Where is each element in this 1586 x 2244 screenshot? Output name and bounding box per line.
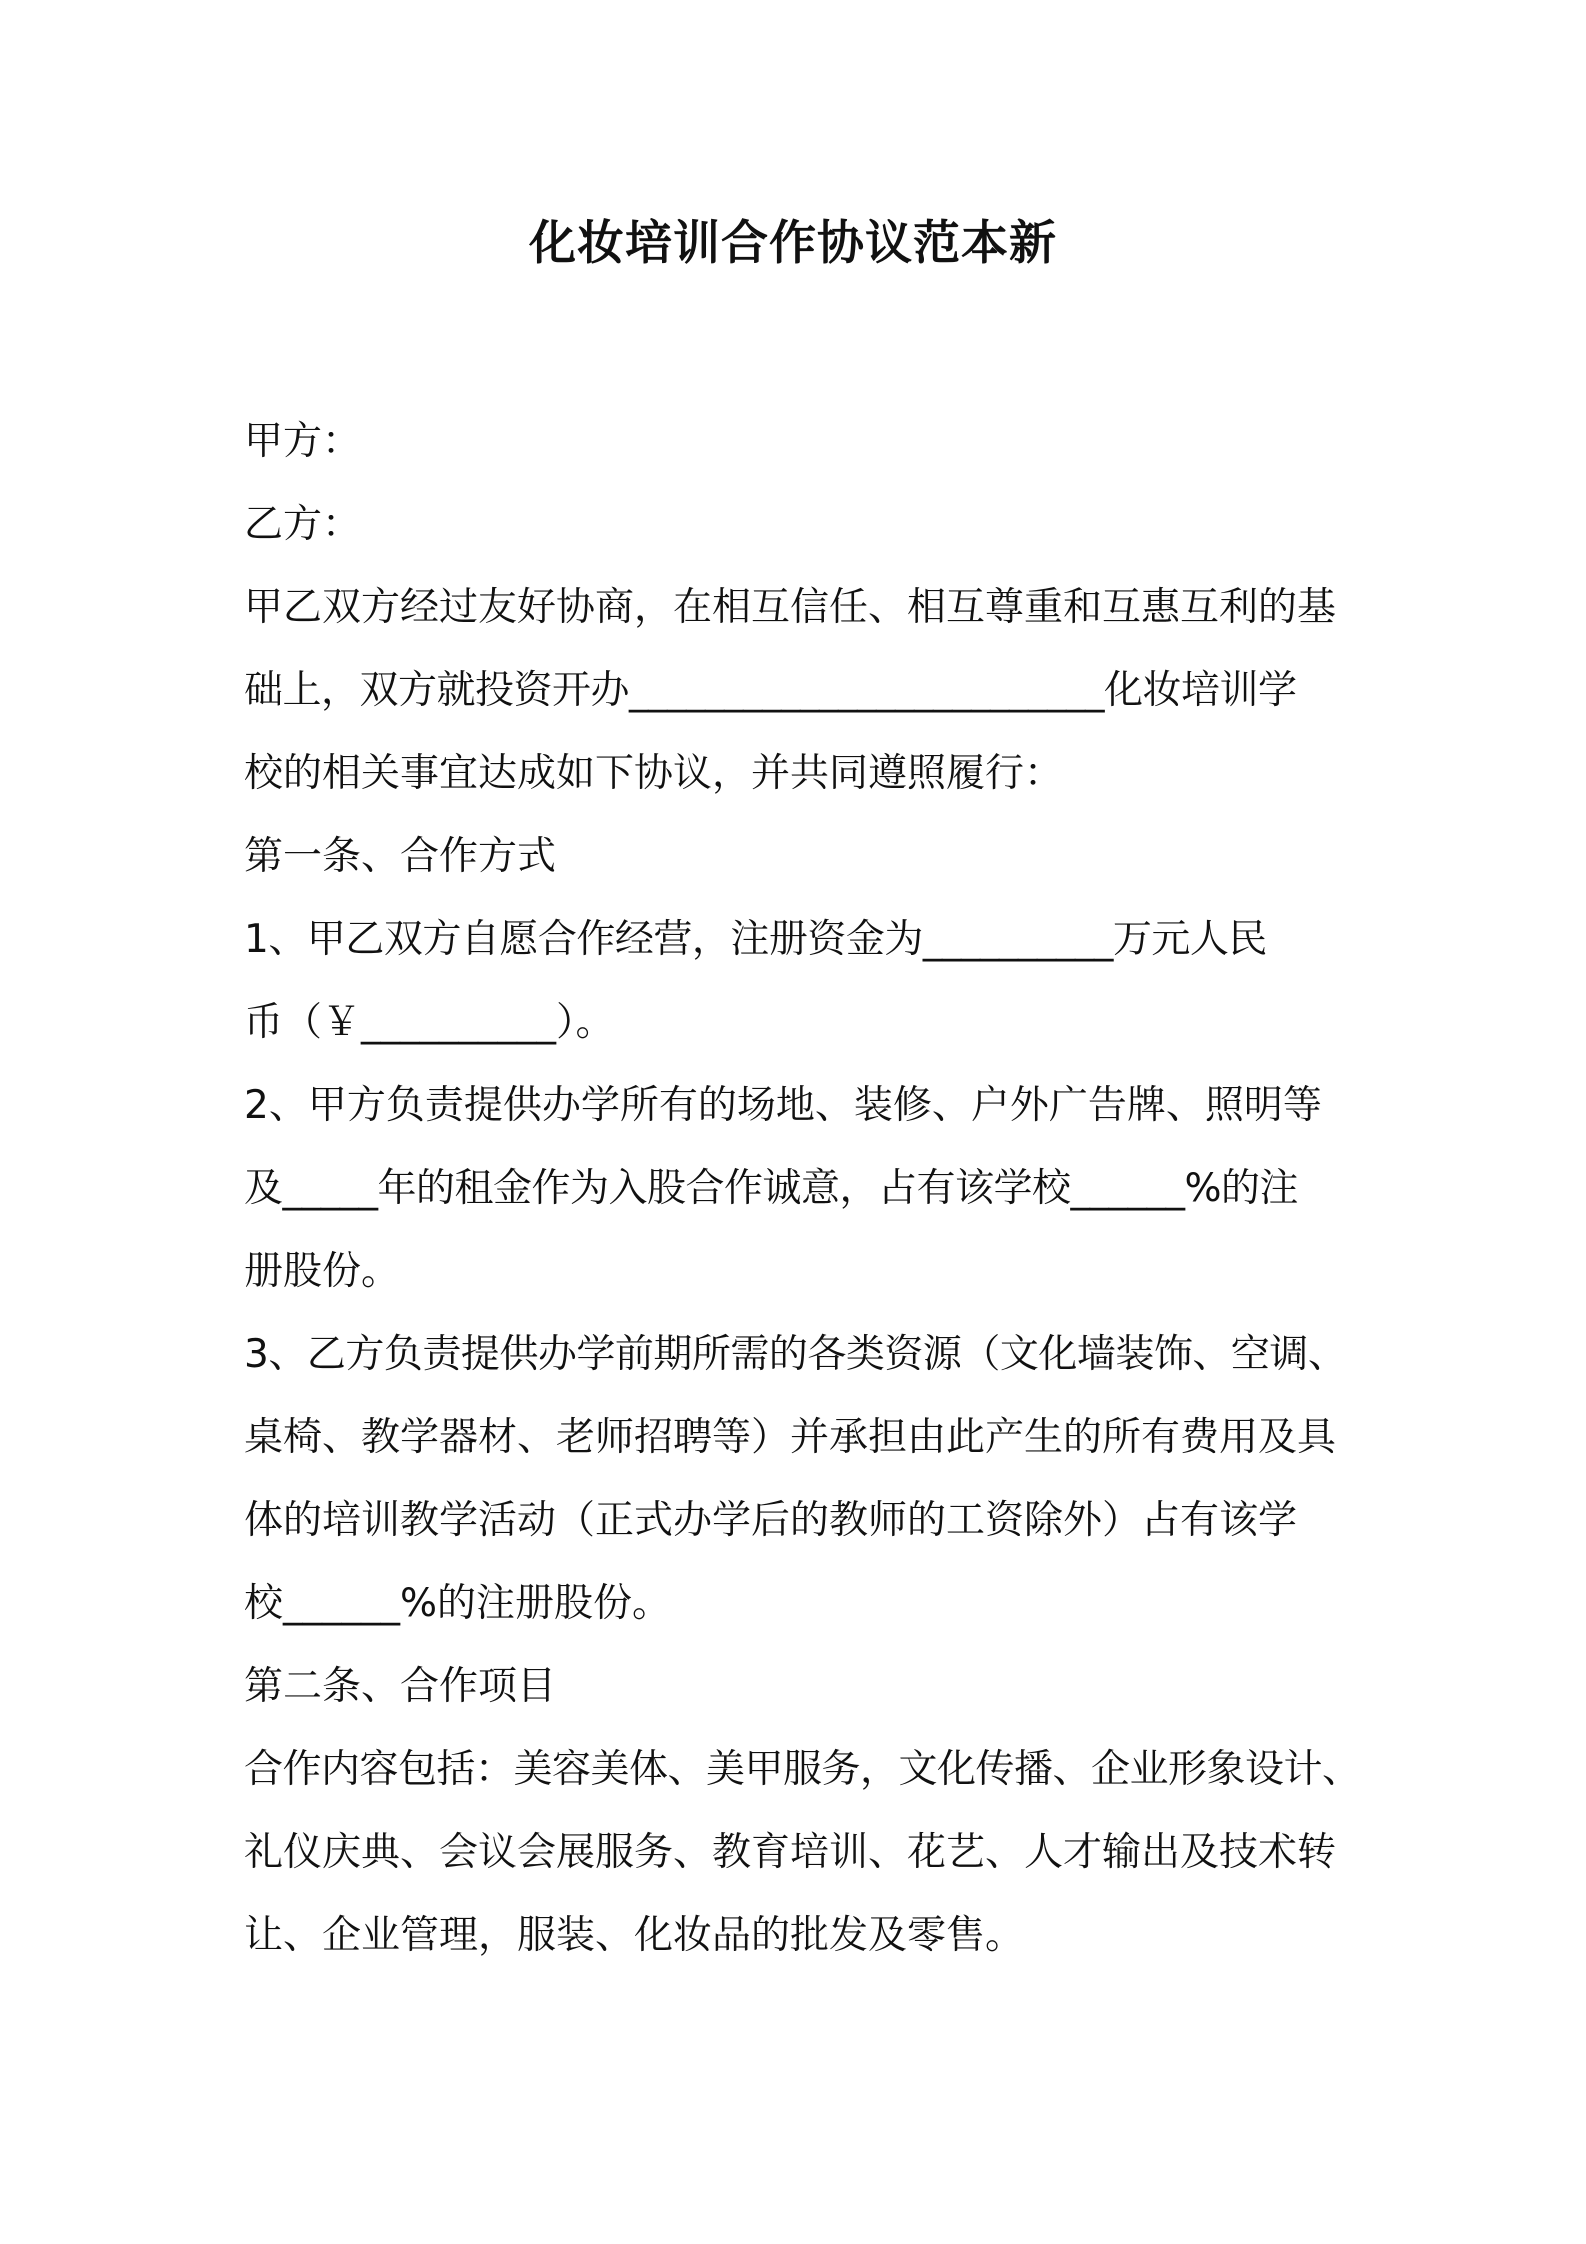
document-title: 化妆培训合作协议范本新 bbox=[529, 216, 1057, 271]
clause-line: 体的培训教学活动（正式办学后的教师的工资除外）占有该学 bbox=[244, 1498, 1298, 1543]
clause-line: 校______%的注册股份。 bbox=[244, 1581, 672, 1626]
clause-line: 桌椅、教学器材、老师招聘等）并承担由此产生的所有费用及具 bbox=[244, 1415, 1337, 1460]
clause-line: 册股份。 bbox=[244, 1249, 401, 1294]
clause-line: 2、甲方负责提供办学所有的场地、装修、户外广告牌、照明等 bbox=[244, 1083, 1322, 1128]
clause-line: 3、乙方负责提供办学前期所需的各类资源（文化墙装饰、空调、 bbox=[244, 1332, 1347, 1377]
clause-line: 及_____年的租金作为入股合作诚意，占有该学校______%的注 bbox=[244, 1166, 1299, 1211]
cooperation-content-line: 让、企业管理，服装、化妆品的批发及零售。 bbox=[244, 1913, 1025, 1958]
cooperation-content-line: 礼仪庆典、会议会展服务、教育培训、花艺、人才输出及技术转 bbox=[244, 1830, 1337, 1875]
party-b-line: 乙方： bbox=[244, 502, 362, 547]
preamble-line: 甲乙双方经过友好协商，在相互信任、相互尊重和互惠互利的基 bbox=[244, 585, 1337, 630]
preamble-line: 校的相关事宜达成如下协议，并共同遵照履行： bbox=[244, 751, 1064, 796]
document-body bbox=[244, 400, 1364, 1977]
preamble-line: 础上，双方就投资开办_________________________化妆培训学 bbox=[244, 668, 1297, 713]
cooperation-content-line: 合作内容包括：美容美体、美甲服务，文化传播、企业形象设计、 bbox=[244, 1747, 1361, 1792]
clause-line: 币（￥__________）。 bbox=[244, 1000, 615, 1045]
article-heading: 第二条、合作项目 bbox=[244, 1664, 557, 1709]
clause-line: 1、甲乙双方自愿合作经营，注册资金为__________万元人民 bbox=[244, 917, 1267, 962]
party-a-line: 甲方： bbox=[244, 419, 362, 464]
article-heading: 第一条、合作方式 bbox=[244, 834, 557, 879]
